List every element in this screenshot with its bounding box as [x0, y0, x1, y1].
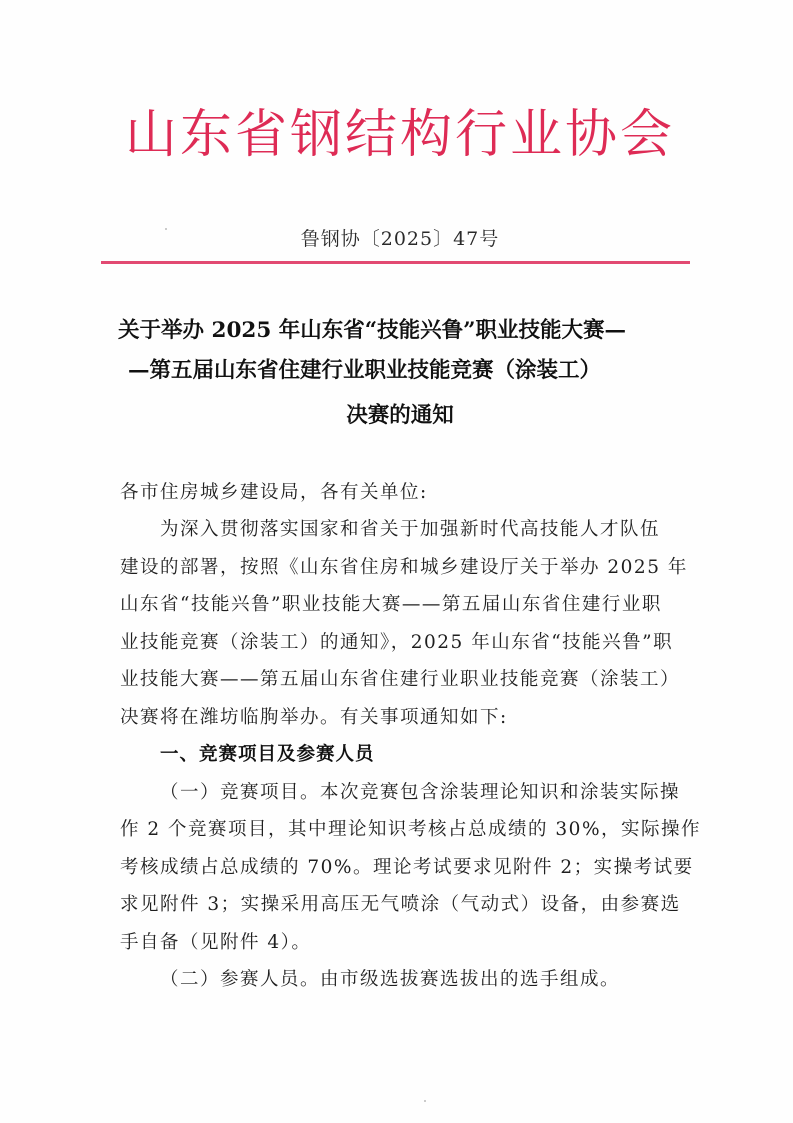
intro-paragraph-line: 决赛将在潍坊临朐举办。有关事项通知如下:	[120, 707, 508, 728]
intro-paragraph-line: 为深入贯彻落实国家和省关于加强新时代高技能人才队伍	[160, 519, 661, 540]
scan-speck	[165, 228, 167, 230]
document-title-line-3: 决赛的通知	[346, 403, 454, 428]
document-title-line-2: —第五届山东省住建行业职业技能竞赛（涂装工）	[128, 358, 602, 383]
intro-paragraph-line: 建设的部署，按照《山东省住房和城乡建设厅关于举办 2025 年	[120, 557, 688, 578]
intro-paragraph-line: 山东省“技能兴鲁”职业技能大赛——第五届山东省住建行业职	[120, 594, 662, 615]
organization-letterhead: 山东省钢结构行业协会	[124, 105, 675, 165]
scan-speck	[424, 1100, 426, 1102]
item1-paragraph-line: 手自备（见附件 4）。	[120, 932, 312, 953]
item1-paragraph-line: （一）竞赛项目。本次竞赛包含涂装理论知识和涂装实际操	[160, 782, 681, 803]
intro-paragraph-line: 业技能竞赛（涂装工）的通知》，2025 年山东省“技能兴鲁”职	[120, 632, 674, 653]
item1-paragraph-line: 求见附件 3；实操采用高压无气喷涂（气动式）设备，由参赛选	[120, 894, 681, 915]
salutation: 各市住房城乡建设局，各有关单位:	[120, 482, 428, 503]
document-title-line-1: 关于举办 2025 年山东省“技能兴鲁”职业技能大赛—	[118, 318, 627, 343]
item1-paragraph-line: 作 2 个竞赛项目，其中理论知识考核占总成绩的 30%，实际操作	[120, 819, 702, 840]
item1-paragraph-line: 考核成绩占总成绩的 70%。理论考试要求见附件 2；实操考试要	[120, 857, 694, 878]
document-number: 鲁钢协〔2025〕47号	[300, 228, 500, 250]
red-divider-line	[101, 261, 690, 264]
intro-paragraph-line: 业技能大赛——第五届山东省住建行业职业技能竞赛（涂装工）	[120, 669, 681, 690]
section-heading-1: 一、竞赛项目及参赛人员	[160, 744, 375, 765]
item2-paragraph-line: （二）参赛人员。由市级选拔赛选拔出的选手组成。	[160, 969, 621, 990]
